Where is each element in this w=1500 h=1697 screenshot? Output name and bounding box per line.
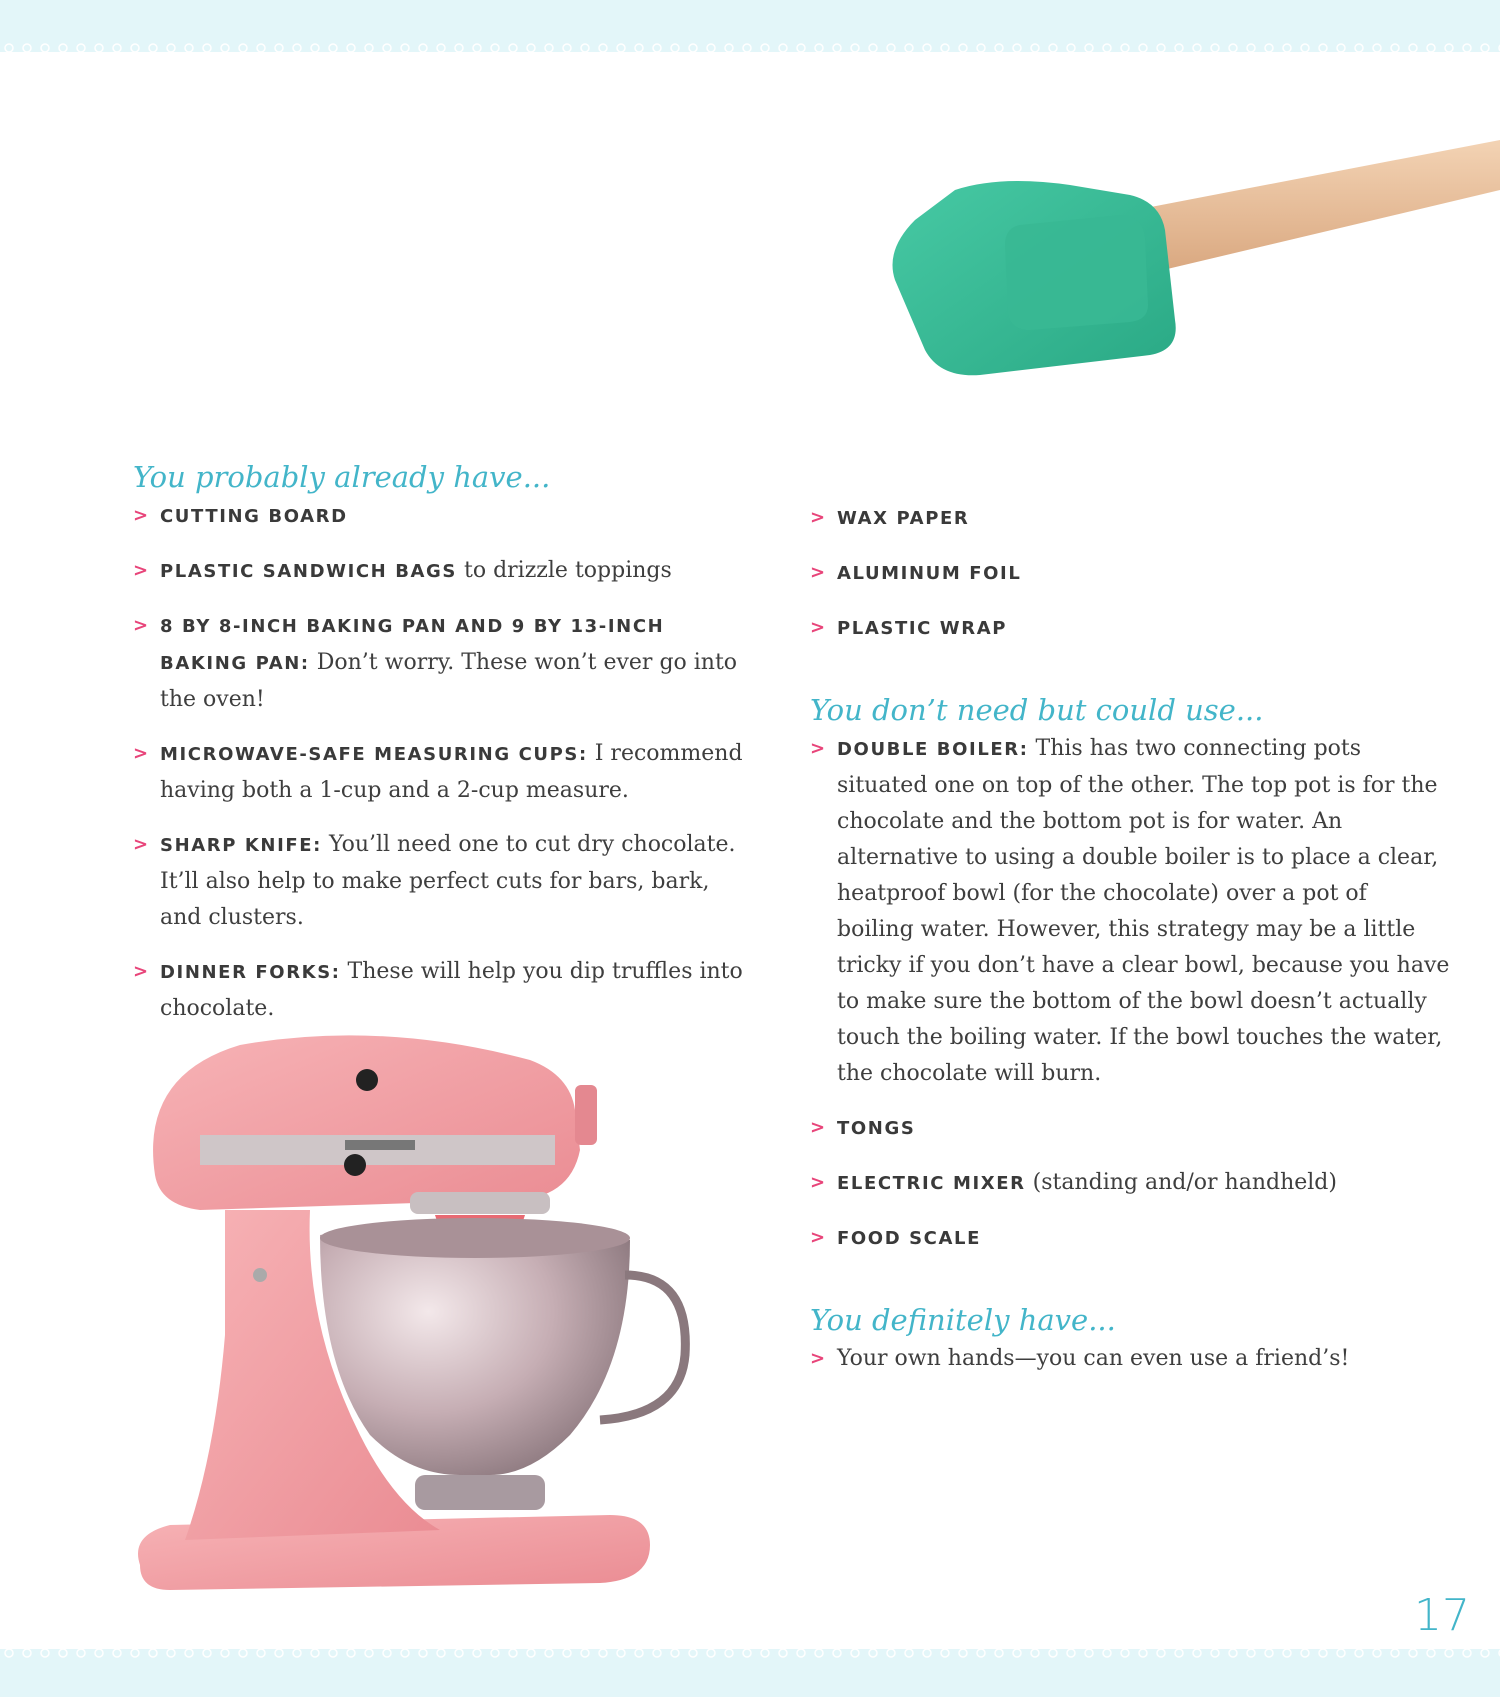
item-label: FOOD SCALE [837,1228,981,1249]
bottom-scallop-border [0,1647,1500,1659]
chevron-right-icon: > [810,507,826,528]
item-description: Your own hands—you can even use a friend’s! [837,1346,1350,1371]
chevron-right-icon: > [133,560,149,581]
list-item [133,954,753,1027]
chevron-right-icon: > [133,505,149,526]
list-item [810,1220,1450,1257]
item-description: You’ll need one to cut dry chocolate. It’ll also help to make perfect cuts for bars, bark, and clusters. [160,832,736,930]
list-item [810,731,1450,1092]
chevron-right-icon: > [133,834,149,855]
chevron-right-icon: > [810,1172,826,1193]
chevron-right-icon: > [133,615,149,636]
list-item [133,827,753,936]
list-item [810,1341,1450,1377]
chevron-right-icon: > [810,1348,826,1369]
item-label: ELECTRIC MIXER [837,1173,1026,1194]
list-item [810,1165,1450,1202]
list-item [810,1110,1450,1147]
list-item [133,736,753,809]
bottom-decorative-band [0,1649,1500,1697]
left-column [133,458,753,1045]
section-title-could-use: You don’t need but could use... [810,693,1264,727]
item-description: (standing and/or handheld) [1025,1170,1337,1195]
list-item [133,498,753,535]
item-label: PLASTIC SANDWICH BAGS [160,561,457,582]
item-label: ALUMINUM FOIL [837,563,1022,584]
item-description: Don’t worry. These won’t ever go into the oven! [160,650,738,712]
spatula-image [880,140,1500,410]
item-description: These will help you dip truffles into chocolate. [160,959,743,1021]
chevron-right-icon: > [133,743,149,764]
item-label: DOUBLE BOILER: [837,739,1029,760]
page-number: 17 [1414,1590,1470,1641]
item-label: DINNER FORKS: [160,962,341,983]
chevron-right-icon: > [810,1117,826,1138]
item-label: PLASTIC WRAP [837,618,1008,639]
list-item [810,500,1450,537]
list-item [133,608,753,718]
item-label: MICROWAVE-SAFE MEASURING CUPS: [160,744,588,765]
chevron-right-icon: > [810,738,826,759]
item-description: to drizzle toppings [457,558,672,583]
top-scallop-border [0,42,1500,54]
chevron-right-icon: > [810,617,826,638]
list-item [810,610,1450,647]
item-label: 8 BY 8-INCH BAKING PAN AND 9 BY 13-INCH BAKING PAN: [160,616,665,674]
section-title-definitely-have: You definitely have... [810,1303,1116,1337]
chevron-right-icon: > [810,1227,826,1248]
item-description: I recommend having both a 1-cup and a 2-cup measure. [160,741,743,803]
item-label: CUTTING BOARD [160,506,348,527]
item-label: SHARP KNIFE: [160,835,322,856]
top-decorative-band [0,0,1500,52]
chevron-right-icon: > [810,562,826,583]
chevron-right-icon: > [133,961,149,982]
list-item [133,553,753,590]
item-label: TONGS [837,1118,916,1139]
right-column [810,500,1450,1395]
item-label: WAX PAPER [837,508,970,529]
item-description: This has two connecting pots situated one on top of the other. The top pot is for the chocolate and the bottom pot is for water. An alternative to using a double boiler is to place a clear, heatproof bowl (for the chocolate) over a pot of boiling water. However, this strategy may be a little tricky if you don’t have a clear bowl, because you have to make sure the bottom of the bowl doesn’t actually touch the boiling water. If the bowl touches the water, the chocolate will burn. [837,736,1450,1086]
stand-mixer-image [130,1035,770,1605]
list-item [810,555,1450,592]
section-title-already-have: You probably already have... [133,460,551,494]
